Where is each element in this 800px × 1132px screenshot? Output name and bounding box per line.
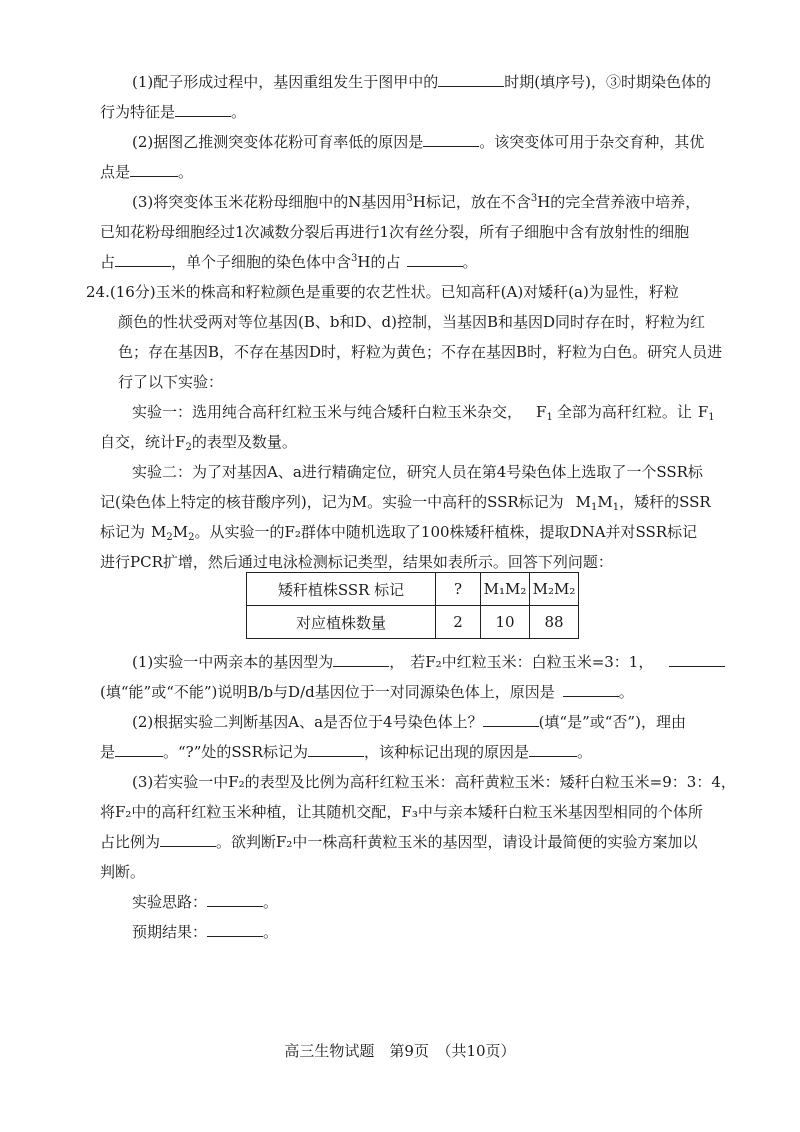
subscript: 2	[185, 442, 192, 453]
q24-s3-line4: 判断。	[100, 863, 146, 881]
subscript: 1	[708, 412, 715, 423]
idea-end: 。	[263, 893, 279, 911]
superscript: 3	[530, 193, 538, 204]
table-cell: 10	[481, 606, 530, 639]
expected-result-line	[132, 922, 278, 942]
table-cell: ?	[436, 573, 481, 606]
marker-symbol: M	[597, 493, 613, 511]
marker-symbol: M	[172, 523, 189, 541]
subscript: 2	[166, 532, 173, 543]
q23-p1-text-b: 时期(填序号)，③时期染色体的	[504, 73, 711, 91]
ssr-marker-table	[246, 572, 579, 639]
table-cell: M₂M₂	[530, 573, 579, 606]
q23-part2-line1	[132, 132, 704, 152]
result-end: 。	[263, 923, 279, 941]
q24-stem-line1: 24.(16分)玉米的株高和籽粒颜色是重要的农艺性状。已知高秆(A)对矮秆(a)为显性，籽粒	[86, 283, 679, 301]
table-row	[247, 606, 579, 639]
f1-symbol: F	[536, 403, 547, 421]
table-cell: M₁M₂	[481, 573, 530, 606]
q24-exp2-line1: 实验二：为了对基因A、a进行精确定位，研究人员在第4号染色体上选取了一个SSR标	[132, 463, 703, 481]
subscript: 1	[612, 502, 620, 513]
q23-p3-text-f: H的占	[357, 253, 401, 271]
q24-exp2-line4: 进行PCR扩增，然后通过电泳检测标记类型，结果如表所示。回答下列问题：	[100, 553, 613, 571]
q24-s2-line2	[100, 742, 592, 762]
answer-blank[interactable]	[423, 132, 479, 147]
q23-part1-line1	[132, 72, 711, 92]
q23-p3-text-a: (3)将突变体玉米花粉母细胞中的N基因用	[132, 193, 407, 211]
q23-p3-text-d: 占	[100, 253, 116, 271]
s1-text-b: ，	[389, 653, 405, 671]
q24-s3-line3	[100, 832, 697, 852]
s1-text-c: 若F₂中红粒玉米：白粒玉米=3：1，	[410, 653, 654, 671]
q24-s2-line1	[132, 712, 686, 732]
q23-p3-text-e: ，单个子细胞的染色体中含	[171, 253, 352, 271]
answer-blank[interactable]	[175, 102, 231, 117]
page-footer: 高三生物试题 第9页 （共10页）	[284, 1042, 516, 1060]
exp1-text-d: 自交，统计	[100, 433, 176, 451]
q24-exp1-line1	[132, 402, 715, 422]
table-cell: 对应植株数量	[247, 606, 436, 639]
answer-blank[interactable]	[333, 652, 389, 667]
answer-blank[interactable]	[308, 742, 364, 757]
answer-blank[interactable]	[130, 162, 178, 177]
q23-p3-text-b: H标记，放在不含	[412, 193, 531, 211]
superscript: 3	[406, 193, 413, 204]
q23-p1-text-d: 。	[231, 103, 247, 121]
exp1-text-c: 全部为高秆红粒。让	[556, 403, 692, 421]
exp2-text-b: ，矮秆的SSR	[619, 493, 711, 511]
answer-blank[interactable]	[207, 892, 263, 907]
f1-symbol: F	[697, 403, 709, 421]
s2-text-d: 。“?”处的SSR标记为	[163, 743, 308, 761]
q23-p2-text-a: (2)据图乙推测突变体花粉可育率低的原因是	[132, 133, 424, 151]
s2-text-e: ，该种标记出现的原因是	[363, 743, 529, 761]
answer-blank[interactable]	[160, 832, 216, 847]
subscript: 1	[546, 412, 553, 423]
exp2-text-d: 。从实验一的F₂群体中随机选取了100株矮秆植株，提取DNA并对SSR标记	[194, 523, 698, 541]
q24-stem-line3: 色；存在基因B，不存在基因D时，籽粒为黄色；不存在基因B时，籽粒为白色。研究人员进	[118, 343, 723, 361]
answer-blank[interactable]	[529, 742, 577, 757]
q23-part1-line2	[100, 102, 246, 122]
q23-p3-text-g: 。	[462, 253, 478, 271]
q23-part3-line3	[100, 252, 478, 272]
subscript: 1	[591, 502, 598, 513]
answer-blank[interactable]	[438, 72, 504, 87]
q24-stem-line2: 颜色的性状受两对等位基因(B、b和D、d)控制，当基因B和基因D同时存在时，籽粒为红	[118, 313, 706, 331]
s1-text-a: (1)实验一中两亲本的基因型为	[132, 653, 334, 671]
marker-symbol: M	[575, 493, 592, 511]
table-cell: 2	[436, 606, 481, 639]
exp2-text-a: 记(染色体上特定的核苷酸序列)，记为M。实验一中高秆的SSR标记为	[100, 493, 564, 511]
q23-p2-text-d: 。	[178, 163, 194, 181]
q23-part3-line2: 已知花粉母细胞经过1次减数分裂后再进行1次有丝分裂，所有子细胞中含有放射性的细胞	[100, 223, 690, 241]
q23-part3-line1	[132, 192, 700, 212]
answer-blank[interactable]	[563, 682, 619, 697]
s2-text-a: (2)根据实验二判断基因A、a是否位于4号染色体上？	[132, 713, 483, 731]
s1-text-e: 。	[618, 683, 634, 701]
exp1-text-e: 的表型及数量。	[191, 433, 297, 451]
q24-s3-line1: (3)若实验一中F₂的表型及比例为高秆红粒玉米：高秆黄粒玉米：矮秆白粒玉米=9：3：4，	[132, 773, 736, 791]
q23-p2-text-b: 。该突变体可用于杂交育种，其优	[479, 133, 705, 151]
experiment-idea-line	[132, 892, 278, 912]
superscript: 3	[351, 253, 358, 264]
q23-p2-text-c: 点是	[100, 163, 131, 181]
table-cell: 矮秆植株SSR 标记	[247, 573, 436, 606]
q23-p1-text-a: (1)配子形成过程中，基因重组发生于图甲中的	[132, 73, 439, 91]
answer-blank[interactable]	[207, 922, 263, 937]
s3-text-b: 。欲判断F₂中一株高秆黄粒玉米的基因型，请设计最简便的实验方案加以	[216, 833, 698, 851]
q24-s1-line1	[132, 652, 725, 672]
f2-symbol: F	[175, 433, 186, 451]
q23-part2-line2	[100, 162, 193, 182]
q24-exp1-line2	[100, 432, 297, 452]
exp1-text-a: 实验一：选用纯合高秆红粒玉米与纯合矮秆白粒玉米杂交，	[132, 403, 523, 421]
idea-label: 实验思路：	[132, 893, 208, 911]
q24-stem-line4: 行了以下实验：	[118, 373, 224, 391]
s1-text-d: (填“能”或“不能”)说明B/b与D/d基因位于一对同源染色体上，原因是	[100, 683, 555, 701]
q23-p3-text-c: H的完全营养液中培养，	[537, 193, 701, 211]
q24-exp2-line3	[100, 522, 697, 542]
answer-blank[interactable]	[407, 252, 463, 267]
subscript: 2	[188, 532, 195, 543]
marker-symbol: M	[151, 523, 167, 541]
answer-blank[interactable]	[115, 252, 171, 267]
q24-s1-line2	[100, 682, 634, 702]
result-label: 预期结果：	[132, 923, 208, 941]
s2-text-f: 。	[577, 743, 593, 761]
s2-text-b: (填“是”或“否”)，理由	[538, 713, 686, 731]
s3-text-a: 占比例为	[100, 833, 161, 851]
answer-blank[interactable]	[115, 742, 163, 757]
q24-exp2-line2	[100, 492, 711, 512]
answer-blank[interactable]	[669, 652, 725, 667]
table-cell: 88	[530, 606, 579, 639]
answer-blank[interactable]	[483, 712, 539, 727]
q24-s3-line2: 将F₂中的高秆红粒玉米种植，让其随机交配，F₃中与亲本矮秆白粒玉米基因型相同的个体所	[100, 803, 703, 821]
table-row	[247, 573, 579, 606]
s2-text-c: 是	[100, 743, 116, 761]
q23-p1-text-c: 行为特征是	[100, 103, 176, 121]
exp2-text-c: 标记为	[100, 523, 146, 541]
